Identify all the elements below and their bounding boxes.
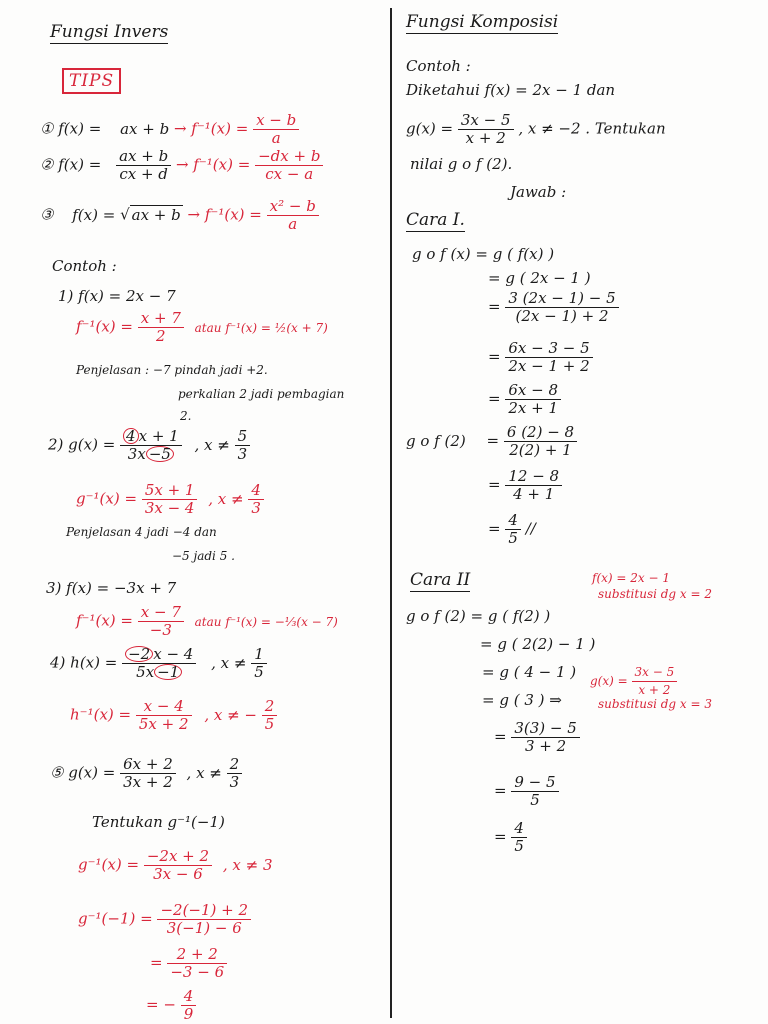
cara2-line-4: = g ( 3 ) ⇒ xyxy=(482,691,562,709)
cara2-label: Cara II xyxy=(410,570,471,590)
ex4-inverse: h⁻¹(x) = $\frac{x - 4}{5x + 2}$ , x ≠ − $\frac{2}{5}$ xyxy=(70,698,277,733)
cara1-gof2: g o f (2) = $\frac{6 (2) - 8}{2(2) + 1}$ xyxy=(406,424,577,459)
ex5-eval-result: = − $\frac{4}{9}$ xyxy=(146,988,196,1023)
ex5-inverse: g⁻¹(x) = $\frac{-2x + 2}{3x - 6}$ , x ≠ 3 xyxy=(78,847,273,883)
tip-2-lhs: f(x) = xyxy=(58,155,102,174)
cara2-line-3: = g ( 4 − 1 ) xyxy=(482,663,577,681)
ex1-explanation-2: perkalian 2 jadi pembagian xyxy=(178,387,345,401)
tip-2-inverse: $\frac{-dx + b}{cx - a}$ xyxy=(255,148,323,183)
ex2-explanation-2: −5 jadi 5 . xyxy=(172,549,235,563)
tip-2-function: $\frac{ax + b}{cx + d}$ xyxy=(116,148,171,183)
right-given-g: g(x) = $\frac{3x - 5}{x + 2}$ , x ≠ −2 . Tentukan xyxy=(406,111,666,147)
cara1-line-5: = $\frac{6x - 8}{2x + 1}$ xyxy=(488,382,561,417)
tip-1-marker: ① xyxy=(40,119,54,138)
tip-2-line xyxy=(40,148,323,183)
ex2-explanation-1: Penjelasan 4 jadi −4 dan xyxy=(66,525,217,539)
ex3-alternative: atau f⁻¹(x) = −⅓(x − 7) xyxy=(194,614,338,629)
ex1-inverse: f⁻¹(x) = $\frac{x + 7}{2}$ atau f⁻¹(x) = ½(x + 7) xyxy=(76,309,328,345)
ex3-function: 3) f(x) = −3x + 7 xyxy=(46,579,177,597)
right-given-f: Diketahui f(x) = 2x − 1 dan xyxy=(406,81,616,99)
cara1-result: = $\frac{4}{5}$ // xyxy=(488,511,536,547)
right-question: nilai g o f (2). xyxy=(410,155,513,173)
ex2-circled-a: 4 xyxy=(123,428,139,444)
ex4-circled-d: −1 xyxy=(154,664,182,680)
ex4-circled-a: −2 xyxy=(125,646,153,662)
tip-3-inverse: $\frac{\text{x² − b}}{a}$ xyxy=(267,198,319,233)
cara2-note-1b: substitusi dg x = 2 xyxy=(598,587,713,601)
tip-1-expr: ax + b xyxy=(120,119,170,138)
ex1-function: 1) f(x) = 2x − 7 xyxy=(58,287,176,305)
ex5-task: Tentukan g⁻¹(−1) xyxy=(92,813,225,831)
cara1-line-1: g o f (x) = g ( f(x) ) xyxy=(412,245,555,263)
cara1-line-3: = $\frac{3 (2x - 1) - 5}{(2x - 1) + 2}$ xyxy=(488,290,619,325)
ex2-function: 2) g(x) = $\frac{4 x + 1}{3x -5}$ , x ≠ $\frac{5}{3}$ xyxy=(48,428,250,463)
contoh-label: Contoh : xyxy=(52,257,117,275)
cara2-line-2: = g ( 2(2) − 1 ) xyxy=(480,635,596,653)
ex3-inverse: f⁻¹(x) = $\frac{x - 7}{-3}$ atau f⁻¹(x) = −⅓(x − 7) xyxy=(76,603,338,639)
cara1-line-7: = $\frac{12 - 8}{4 + 1}$ xyxy=(488,468,562,503)
tip-1-inverse: $\frac{x - b}{a}$ xyxy=(253,112,299,147)
cara1-line-4: = $\frac{6x - 3 - 5}{2x - 1 + 2}$ xyxy=(488,340,593,375)
tip-2-arrow: → f⁻¹(x) = xyxy=(175,155,251,174)
ex5-eval-step-1: g⁻¹(−1) = $\frac{-2(-1) + 2}{3(-1) - 6}$ xyxy=(78,902,251,937)
tip-2-marker: ② xyxy=(40,155,54,174)
tip-3-arrow: → f⁻¹(x) = xyxy=(187,205,262,224)
ex5-eval-step-2: = $\frac{2 + 2}{-3 - 6}$ xyxy=(150,946,227,981)
left-title: Fungsi Invers xyxy=(50,22,169,42)
ex2-inverse: g⁻¹(x) = $\frac{5x + 1}{3x - 4}$ , x ≠ $\frac{4}{3}$ xyxy=(76,482,264,517)
cara2-line-1: g o f (2) = g ( f(2) ) xyxy=(406,607,551,625)
right-title: Fungsi Komposisi xyxy=(406,12,559,32)
cara2-result: = $\frac{4}{5}$ xyxy=(494,820,527,855)
tips-label: TIPS xyxy=(62,68,121,94)
cara2-note-2a: g(x) = $\frac{3x - 5}{x + 2}$ xyxy=(590,664,677,699)
ex2-circled-d: −5 xyxy=(146,446,174,462)
tip-3-marker: ③ xyxy=(40,205,54,224)
cara2-note-2b: substitusi dg x = 3 xyxy=(598,697,713,711)
ex4-function: 4) h(x) = $\frac{-2 x - 4}{5x -1}$ , x ≠ $\frac{1}{5}$ xyxy=(50,646,267,681)
cara2-line-6: = $\frac{9 - 5}{5}$ xyxy=(494,774,559,809)
ex2-fraction: $\frac{4 x + 1}{3x -5}$ xyxy=(120,428,182,463)
cara2-line-5: = $\frac{3(3) - 5}{3 + 2}$ xyxy=(494,720,580,755)
tip-1-line xyxy=(40,112,299,147)
cara1-label: Cara I. xyxy=(406,210,465,230)
cara1-line-2: = g ( 2x − 1 ) xyxy=(488,269,591,287)
ex5-function: ⑤ g(x) = $\frac{6x + 2}{3x + 2}$ , x ≠ $\frac{2}{3}$ xyxy=(50,756,242,791)
tip-3-lhs: f(x) = xyxy=(72,205,116,224)
sqrt-symbol: √ xyxy=(120,205,130,224)
ex1-alternative: atau f⁻¹(x) = ½(x + 7) xyxy=(194,320,328,335)
column-divider xyxy=(390,8,392,1018)
done-mark: // xyxy=(525,519,536,538)
cara2-note-1a: f(x) = 2x − 1 xyxy=(592,571,670,585)
right-jawab: Jawab : xyxy=(510,183,567,201)
tip-3-radicand: ax + b xyxy=(131,205,181,224)
tip-1-arrow: → f⁻¹(x) = xyxy=(173,119,249,138)
right-contoh: Contoh : xyxy=(406,57,471,75)
tip-1-lhs: f(x) = xyxy=(58,119,102,138)
ex1-explanation-1: Penjelasan : −7 pindah jadi +2. xyxy=(76,363,268,377)
tip-3-line xyxy=(40,198,319,233)
ex1-explanation-3: 2. xyxy=(180,409,192,423)
